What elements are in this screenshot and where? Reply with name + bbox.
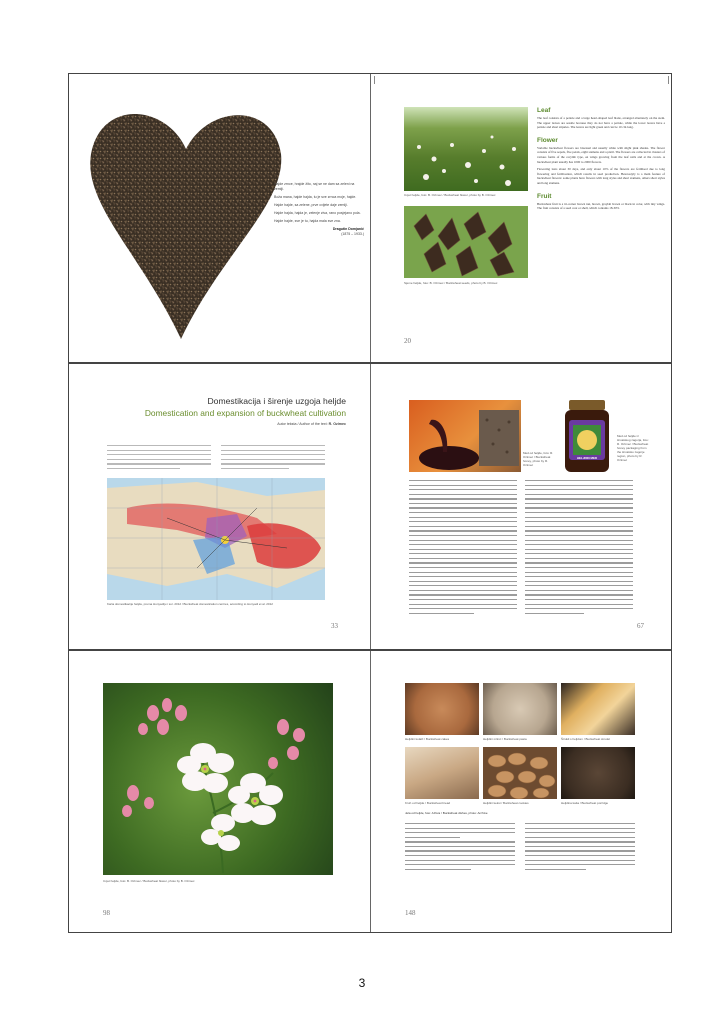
page-heart-poem <box>69 74 370 362</box>
spread-1 <box>68 73 672 363</box>
page-honey <box>371 364 672 649</box>
intro-text-col-1 <box>107 445 211 472</box>
buckwheat-flower-photo <box>103 683 333 875</box>
flower-photo-caption: Cvjet heljde, foto: B. Ozimec / Buckwheat flower, photo by B. Ozimec <box>103 879 195 883</box>
buckwheat-heart-image <box>81 94 291 344</box>
jar-label-text: HELJDIN MED <box>576 456 598 460</box>
honey-jar-photo <box>559 398 615 476</box>
flower-text-1: Variable buckwheat flowers are bisexual and usually white with slight pink shades. The flower consists of five sepals, five petals, eight stamens and a pistil. The flowers are collected in clusters of various forms of the corymb type, on wings growing from the leaf axils and at the crown. A buckwheat plant usually has 1000 to 2000 flowers. <box>537 145 665 164</box>
dish-photo-1 <box>405 683 479 735</box>
intro-text-col-2 <box>221 445 325 472</box>
page-number-98: 98 <box>103 909 110 917</box>
leaf-heading: Leaf <box>537 107 551 114</box>
poem-stanza-3: Hajde hajde, sa zelene, prve cvijete daje zemlji. <box>274 203 348 207</box>
spread-3 <box>68 650 672 933</box>
honey-pour-caption: Med od heljde, foto: R. Ozimec / Buckwheat honey, photo by R. Ozimec <box>523 451 554 467</box>
honey-jar-caption: Med od heljde iz Hrvatskog zagorja, foto: R. Ozimec / Buckwheat honey packaging from the Hrvatsko zagorje region, photo by R. Ozimec <box>617 434 649 462</box>
title-croatian: Domestikacija i širenje uzgoja heljde <box>207 396 346 406</box>
author-line <box>277 422 346 426</box>
flower-text-2: Flowering lasts about 30 days, and only about 10% of the flowers are fertilised due to long flowering and fertilisation, which results in seed production. Heterostyly is a main feature of buckwheat flowers: some plants have flowers with long styles and short stamens, others short styles and long stamens. <box>537 167 665 185</box>
dish-photo-5 <box>483 747 557 799</box>
page-number-148: 148 <box>405 909 416 917</box>
dish-caption-6: Heljdina kaša / Buckwheat porridge <box>561 801 609 805</box>
flower-heading: Flower <box>537 136 558 144</box>
field-photo-caption: Cvjet heljde, foto: B. Ozimec / Buckwheat flower, photo by B. Ozimec <box>404 193 496 197</box>
page-dishes <box>371 651 672 932</box>
map-caption: Karta domestikacije heljde, prema Hunyadiju i sur. 2012 / Buckwheat domestication centres, according to Hunyadi et al. 2012 <box>107 602 273 606</box>
leaf-text: The leaf consists of a petiole and a large heart-shaped leaf blade, arranged alternately on the stem. The upper leaves are sessile because they do not have a petiole, while the lower leaves have a petiole and short stipules. The leaves are light green and can be 10 cm long. <box>537 116 665 130</box>
honey-pour-photo <box>409 400 521 472</box>
page-botany <box>371 74 672 362</box>
dish-photo-4 <box>405 747 479 799</box>
dish-caption-1: Heljdini kolači / Buckwheat cakes <box>405 737 450 741</box>
seeds-photo-caption: Sjeme heljde, foto: B. Ozimec / Buckwheat seeds, photo by B. Ozimec <box>404 281 498 285</box>
crop-mark <box>663 76 669 84</box>
dishes-section-caption: Jela od heljde, foto: Arhiva / Buckwheat dishes, photo: Archive <box>405 811 488 815</box>
page-flower <box>69 651 370 932</box>
poem-stanza-4: Hajde hajda, hajda je, zelenje ziva, rano posjejano pola. <box>274 211 361 215</box>
honey-text-col-2 <box>525 480 633 617</box>
fruit-heading: Fruit <box>537 192 552 200</box>
dish-caption-5: Heljdini keksi / Buckwheat cookies <box>483 801 529 805</box>
poem-years: (1875 – 1933.) <box>341 232 364 236</box>
author-name: R. Ozimec <box>328 422 346 426</box>
crop-mark <box>369 76 375 84</box>
dish-caption-4: Kruh od heljde / Buckwheat bread <box>405 801 451 805</box>
title-english: Domestication and expansion of buckwheat cultivation <box>144 408 346 418</box>
poem-stanza-1: Hajde zrnce, hrajde žito, naj se ne dam sa zeleni na zemlji. <box>274 182 355 191</box>
page-domestication <box>69 364 370 649</box>
page-number-33: 33 <box>331 622 338 630</box>
page-number-20: 20 <box>404 337 411 345</box>
buckwheat-field-photo <box>404 107 528 191</box>
dish-photo-3 <box>561 683 635 735</box>
dishes-text-col-2 <box>525 823 635 873</box>
dish-caption-3: Štrukli s heljdom / Buckwheat strudel <box>561 737 611 741</box>
page-number-67: 67 <box>637 622 644 630</box>
poem-author: Dragutin Domjanić <box>332 227 364 231</box>
poem <box>274 182 364 237</box>
author-label: Autor teksta / Author of the text: <box>277 422 328 426</box>
spread-2 <box>68 363 672 650</box>
document-page-number: 3 <box>358 976 366 990</box>
dish-photo-6 <box>561 747 635 799</box>
fruit-text: Buckwheat fruit is a tri-corner brown nut, brown, grayish brown or black in color, with tiny wings. The fruit consists of a seed coat or shell, which contains 18-30% <box>537 201 665 211</box>
dish-caption-2: Heljdini mlinci / Buckwheat pasta <box>483 737 527 741</box>
honey-text-col-1 <box>409 480 517 617</box>
buckwheat-seeds-photo <box>404 206 528 278</box>
poem-stanza-2: Boža mana, hajde hajda, tu je sve zrnca moje, hajde. <box>274 195 357 199</box>
domestication-map <box>107 478 325 600</box>
poem-stanza-5: Hajde hajde, sve je tu, hajda mala sve zna. <box>274 219 341 223</box>
dish-photo-2 <box>483 683 557 735</box>
dishes-text-col-1 <box>405 823 515 873</box>
